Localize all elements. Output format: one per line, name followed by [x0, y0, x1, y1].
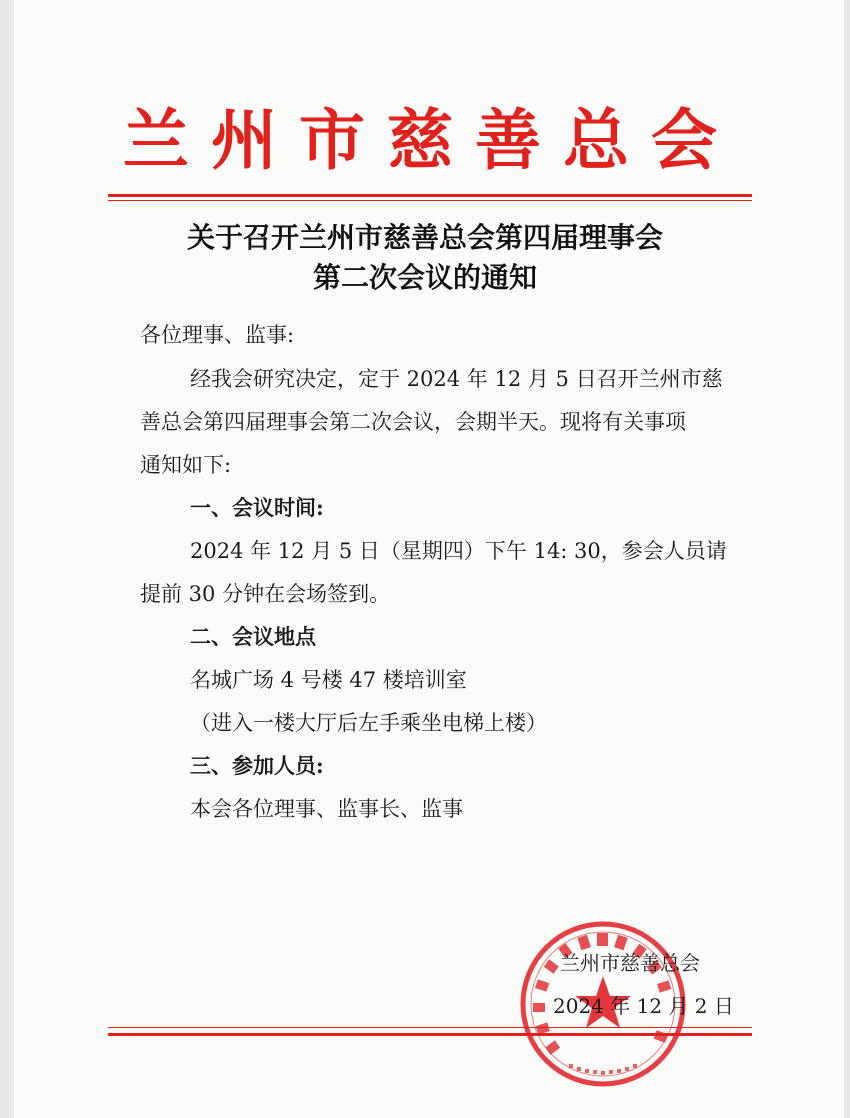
header-rule-thin	[108, 200, 752, 201]
meeting-location-line: （进入一楼大厅后左手乘坐电梯上楼）	[190, 711, 547, 735]
section-heading-location: 二、会议地点	[190, 624, 316, 649]
meeting-time-line: 2024 年 12 月 5 日（星期四）下午 14: 30，参会人员请	[190, 539, 727, 563]
footer-rule-thick	[108, 1033, 752, 1036]
intro-line: 善总会第四届理事会第二次会议，会期半天。现将有关事项	[140, 410, 686, 434]
meeting-location-line: 名城广场 4 号楼 47 楼培训室	[190, 668, 467, 692]
section-heading-time: 一、会议时间:	[190, 495, 324, 520]
notice-title-line-2: 第二次会议的通知	[312, 261, 537, 294]
footer-rule-thin	[108, 1027, 752, 1028]
header-rule-thick	[108, 194, 752, 197]
meeting-time-line: 提前 30 分钟在会场签到。	[140, 582, 391, 606]
salutation: 各位理事、监事:	[140, 323, 295, 347]
organization-header: 兰州市慈善总会	[123, 101, 739, 179]
signature-organization: 兰州市慈善总会	[560, 951, 700, 975]
notice-title-line-1: 关于召开兰州市慈善总会第四届理事会	[186, 221, 663, 254]
intro-line: 经我会研究决定，定于 2024 年 12 月 5 日召开兰州市慈	[190, 367, 723, 391]
signature-date: 2024 年 12 月 2 日	[553, 994, 734, 1018]
intro-line: 通知如下:	[140, 453, 232, 477]
section-heading-attendees: 三、参加人员:	[190, 753, 324, 778]
attendees-line: 本会各位理事、监事长、监事	[190, 797, 463, 821]
seal-serial-marks	[569, 1064, 637, 1075]
